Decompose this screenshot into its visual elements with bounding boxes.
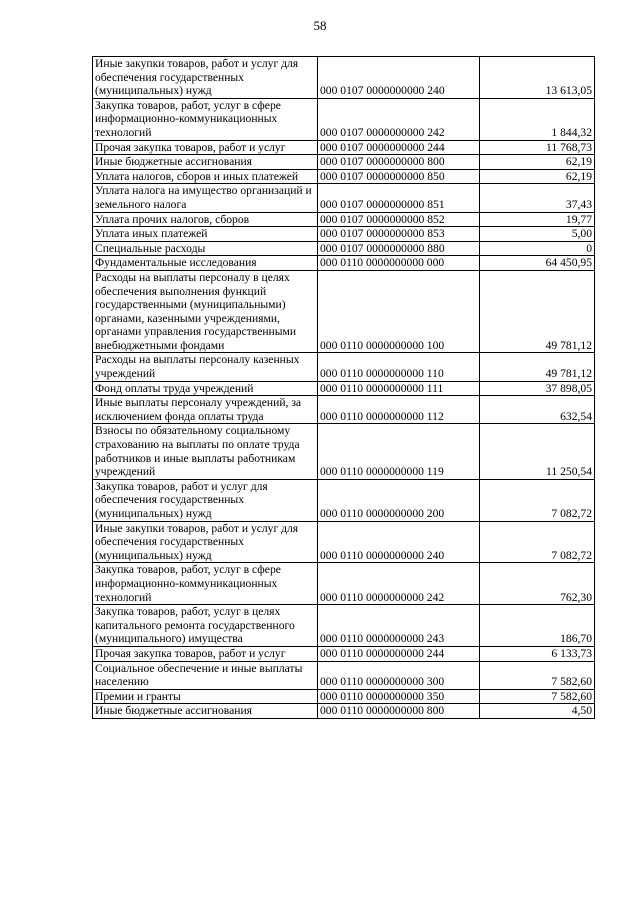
budget-code-cell: 000 0110 0000000000 243 bbox=[318, 605, 480, 647]
amount-cell: 7 082,72 bbox=[480, 479, 595, 521]
expense-name-cell: Взносы по обязательному социальному страхованию на выплаты по оплате труда работников и иные выплаты работникам учреждений bbox=[93, 424, 318, 479]
table-row bbox=[93, 646, 595, 661]
table-row bbox=[93, 241, 595, 256]
budget-code-cell: 000 0107 0000000000 240 bbox=[318, 57, 480, 99]
expense-name-cell: Уплата иных платежей bbox=[93, 227, 318, 242]
table-row bbox=[93, 98, 595, 140]
budget-code-cell: 000 0107 0000000000 852 bbox=[318, 212, 480, 227]
expense-name-cell: Расходы на выплаты персоналу в целях обеспечения выполнения функций государственными (муниципальными) органами, казенными учреждениями, органами управления государственными внебюджетными фондами bbox=[93, 270, 318, 353]
table-row bbox=[93, 353, 595, 381]
budget-code-cell: 000 0107 0000000000 853 bbox=[318, 227, 480, 242]
table-row bbox=[93, 256, 595, 271]
table-row bbox=[93, 169, 595, 184]
table-row bbox=[93, 212, 595, 227]
expense-name-cell: Иные бюджетные ассигнования bbox=[93, 704, 318, 719]
expense-name-cell: Закупка товаров, работ, услуг в сфере информационно-коммуникационных технологий bbox=[93, 98, 318, 140]
table-row bbox=[93, 424, 595, 479]
budget-code-cell: 000 0110 0000000000 100 bbox=[318, 270, 480, 353]
amount-cell: 5,00 bbox=[480, 227, 595, 242]
budget-code-cell: 000 0110 0000000000 200 bbox=[318, 479, 480, 521]
amount-cell: 37 898,05 bbox=[480, 381, 595, 396]
amount-cell: 186,70 bbox=[480, 605, 595, 647]
amount-cell: 19,77 bbox=[480, 212, 595, 227]
amount-cell: 13 613,05 bbox=[480, 57, 595, 99]
budget-code-cell: 000 0110 0000000000 240 bbox=[318, 521, 480, 563]
expense-name-cell: Специальные расходы bbox=[93, 241, 318, 256]
amount-cell: 6 133,73 bbox=[480, 646, 595, 661]
budget-code-cell: 000 0110 0000000000 242 bbox=[318, 563, 480, 605]
expense-name-cell: Уплата прочих налогов, сборов bbox=[93, 212, 318, 227]
expense-name-cell: Иные закупки товаров, работ и услуг для обеспечения государственных (муниципальных) нужд bbox=[93, 521, 318, 563]
budget-code-cell: 000 0107 0000000000 850 bbox=[318, 169, 480, 184]
budget-code-cell: 000 0110 0000000000 110 bbox=[318, 353, 480, 381]
amount-cell: 49 781,12 bbox=[480, 353, 595, 381]
amount-cell: 1 844,32 bbox=[480, 98, 595, 140]
amount-cell: 7 082,72 bbox=[480, 521, 595, 563]
amount-cell: 7 582,60 bbox=[480, 689, 595, 704]
amount-cell: 632,54 bbox=[480, 396, 595, 424]
expense-name-cell: Фонд оплаты труда учреждений bbox=[93, 381, 318, 396]
budget-code-cell: 000 0107 0000000000 242 bbox=[318, 98, 480, 140]
expense-name-cell: Премии и гранты bbox=[93, 689, 318, 704]
amount-cell: 64 450,95 bbox=[480, 256, 595, 271]
amount-cell: 37,43 bbox=[480, 184, 595, 212]
expense-name-cell: Закупка товаров, работ и услуг для обеспечения государственных (муниципальных) нужд bbox=[93, 479, 318, 521]
budget-code-cell: 000 0110 0000000000 300 bbox=[318, 661, 480, 689]
table-row bbox=[93, 521, 595, 563]
expense-name-cell: Расходы на выплаты персоналу казенных учреждений bbox=[93, 353, 318, 381]
expense-name-cell: Иные выплаты персоналу учреждений, за исключением фонда оплаты труда bbox=[93, 396, 318, 424]
table-row bbox=[93, 227, 595, 242]
amount-cell: 11 768,73 bbox=[480, 140, 595, 155]
amount-cell: 62,19 bbox=[480, 155, 595, 170]
table-row bbox=[93, 605, 595, 647]
table-row bbox=[93, 57, 595, 99]
budget-code-cell: 000 0110 0000000000 111 bbox=[318, 381, 480, 396]
expense-name-cell: Закупка товаров, работ, услуг в целях капитального ремонта государственного (муниципального) имущества bbox=[93, 605, 318, 647]
expense-name-cell: Иные бюджетные ассигнования bbox=[93, 155, 318, 170]
expense-name-cell: Уплата налога на имущество организаций и земельного налога bbox=[93, 184, 318, 212]
budget-code-cell: 000 0107 0000000000 851 bbox=[318, 184, 480, 212]
amount-cell: 7 582,60 bbox=[480, 661, 595, 689]
amount-cell: 49 781,12 bbox=[480, 270, 595, 353]
budget-code-cell: 000 0107 0000000000 800 bbox=[318, 155, 480, 170]
table-row bbox=[93, 563, 595, 605]
table-row bbox=[93, 381, 595, 396]
table-row bbox=[93, 270, 595, 353]
budget-code-cell: 000 0110 0000000000 000 bbox=[318, 256, 480, 271]
budget-code-cell: 000 0107 0000000000 880 bbox=[318, 241, 480, 256]
expense-name-cell: Закупка товаров, работ, услуг в сфере информационно-коммуникационных технологий bbox=[93, 563, 318, 605]
expense-name-cell: Уплата налогов, сборов и иных платежей bbox=[93, 169, 318, 184]
amount-cell: 62,19 bbox=[480, 169, 595, 184]
expense-name-cell: Прочая закупка товаров, работ и услуг bbox=[93, 140, 318, 155]
amount-cell: 762,30 bbox=[480, 563, 595, 605]
table-row bbox=[93, 140, 595, 155]
budget-code-cell: 000 0110 0000000000 112 bbox=[318, 396, 480, 424]
table-row bbox=[93, 155, 595, 170]
expense-name-cell: Прочая закупка товаров, работ и услуг bbox=[93, 646, 318, 661]
budget-table bbox=[92, 56, 595, 719]
budget-table-body bbox=[93, 57, 595, 719]
table-row bbox=[93, 396, 595, 424]
budget-code-cell: 000 0110 0000000000 244 bbox=[318, 646, 480, 661]
amount-cell: 0 bbox=[480, 241, 595, 256]
table-row bbox=[93, 661, 595, 689]
budget-code-cell: 000 0110 0000000000 350 bbox=[318, 689, 480, 704]
expense-name-cell: Фундаментальные исследования bbox=[93, 256, 318, 271]
amount-cell: 11 250,54 bbox=[480, 424, 595, 479]
budget-code-cell: 000 0107 0000000000 244 bbox=[318, 140, 480, 155]
page-number: 58 bbox=[313, 18, 327, 33]
expense-name-cell: Иные закупки товаров, работ и услуг для обеспечения государственных (муниципальных) нужд bbox=[93, 57, 318, 99]
table-row bbox=[93, 479, 595, 521]
table-row bbox=[93, 184, 595, 212]
amount-cell: 4,50 bbox=[480, 704, 595, 719]
budget-code-cell: 000 0110 0000000000 800 bbox=[318, 704, 480, 719]
budget-code-cell: 000 0110 0000000000 119 bbox=[318, 424, 480, 479]
table-row bbox=[93, 689, 595, 704]
expense-name-cell: Социальное обеспечение и иные выплаты населению bbox=[93, 661, 318, 689]
table-row bbox=[93, 704, 595, 719]
